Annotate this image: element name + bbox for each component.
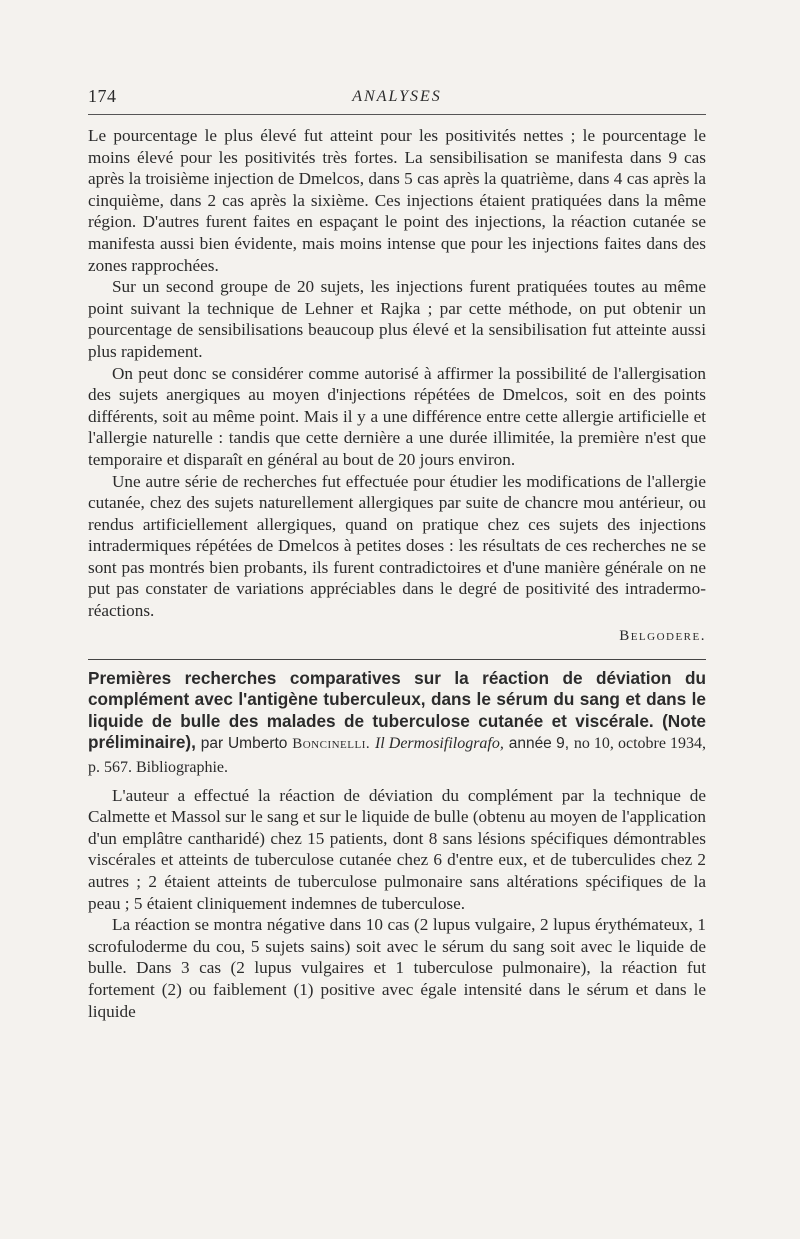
article-title: Premières recherches comparatives sur la réaction de déviation du complément avec l'antigène tuberculeux, dans le sérum du sang et dans le liquide de bulle des malades de tuberculose cutanée et viscérale. (Note préliminaire), xyxy=(88,667,706,753)
article-analysis-section xyxy=(88,668,706,1023)
publication-year: année 9, xyxy=(508,735,570,753)
body-paragraph: Sur un second groupe de 20 sujets, les injections furent pratiquées toutes au même point suivant la technique de Lehner et Rajka ; par cette méthode, on put obtenir un pourcentage de sensibilisations beaucoup plus élevé et la sensibilisation fut atteinte aussi plus rapidement. xyxy=(88,277,706,361)
previous-analysis-section xyxy=(88,125,706,646)
author-last-name: Boncinelli. xyxy=(292,736,371,753)
page-header xyxy=(88,80,706,115)
byline-label: par xyxy=(200,735,224,753)
author-first-name: Umberto xyxy=(227,735,288,753)
running-title: ANALYSES xyxy=(352,88,442,105)
body-paragraph: On peut donc se considérer comme autorisé à affirmer la possibilité de l'allergisation des sujets anergiques au moyen d'injections répétées de Dmelcos, soit en des points différents, soit au même point. Mais il y a une différence entre cette allergie artificielle et l'allergie naturelle : tandis que cette dernière a une durée illimitée, la première n'est que temporaire et disparaît en général au bout de 20 jours environ. xyxy=(88,363,706,469)
page-number: 174 xyxy=(88,86,117,106)
body-paragraph: Le pourcentage le plus élevé fut atteint pour les positivités nettes ; le pourcentage le moins élevé pour les positivités très fortes. La sensibilisation se manifesta dans 9 cas après la troisième injection de Dmelcos, dans 5 cas après la quatrième, dans 4 cas après la cinquième, dans 2 cas après la sixième. Ces injections étaient pratiquées dans la même région. D'autres furent faites en espaçant le point des injections, la réaction cutanée se manifesta aussi bien évidente, mais moins intense que pour les injections faites dans des zones rapprochées. xyxy=(88,126,706,275)
body-paragraph: L'auteur a effectué la réaction de déviation du complément par la technique de Calmette et Massol sur le sang et sur le liquide de bulle (obtenu au moyen de l'application d'un emplâtre cantharidé) chez 15 patients, dont 8 sans lésions spécifiques démontrables viscérales et atteints de tuberculose cutanée chez 6 d'entre eux, et de tuberculides chez 2 autres ; 2 étaient atteints de tuberculose pulmonaire sans altérations spécifiques de la peau ; 5 étaient cliniquement indemnes de tuberculose. xyxy=(88,785,706,913)
publication-details: no 10, octobre 1934, p. 567. Bibliographie. xyxy=(88,735,706,777)
article-body xyxy=(88,785,706,1023)
article-heading xyxy=(88,668,706,779)
section-divider xyxy=(88,659,706,660)
document-page xyxy=(88,80,706,1022)
body-paragraph: Une autre série de recherches fut effectuée pour étudier les modifications de l'allergie cutanée, chez des sujets naturellement allergiques par suite de chancre mou antérieur, ou rendus artificiellement allergiques, quand on pratique chez ces sujets des injections intradermiques répétées de Dmelcos à petites doses : les résultats de ces recherches ne se sont pas montrés bien probants, ils furent contradictoires et d'une manière générale on ne put pas constater de variations appréciables dans le degré de positivité des intradermo-réactions. xyxy=(88,471,706,621)
journal-name: Il Dermosifilografo, xyxy=(374,735,504,753)
reviewer-signature: Belgodere. xyxy=(619,627,706,644)
body-paragraph: La réaction se montra négative dans 10 cas (2 lupus vulgaire, 2 lupus érythémateux, 1 scrofuloderme du cou, 5 sujets sains) soit avec le sérum du sang soit avec le liquide de bulle. Dans 3 cas (2 lupus vulgaires et 1 tuberculose pulmonaire), la réaction fut fortement (2) ou faiblement (1) positive avec égale intensité dans le sérum et dans le liquide xyxy=(88,915,706,1021)
